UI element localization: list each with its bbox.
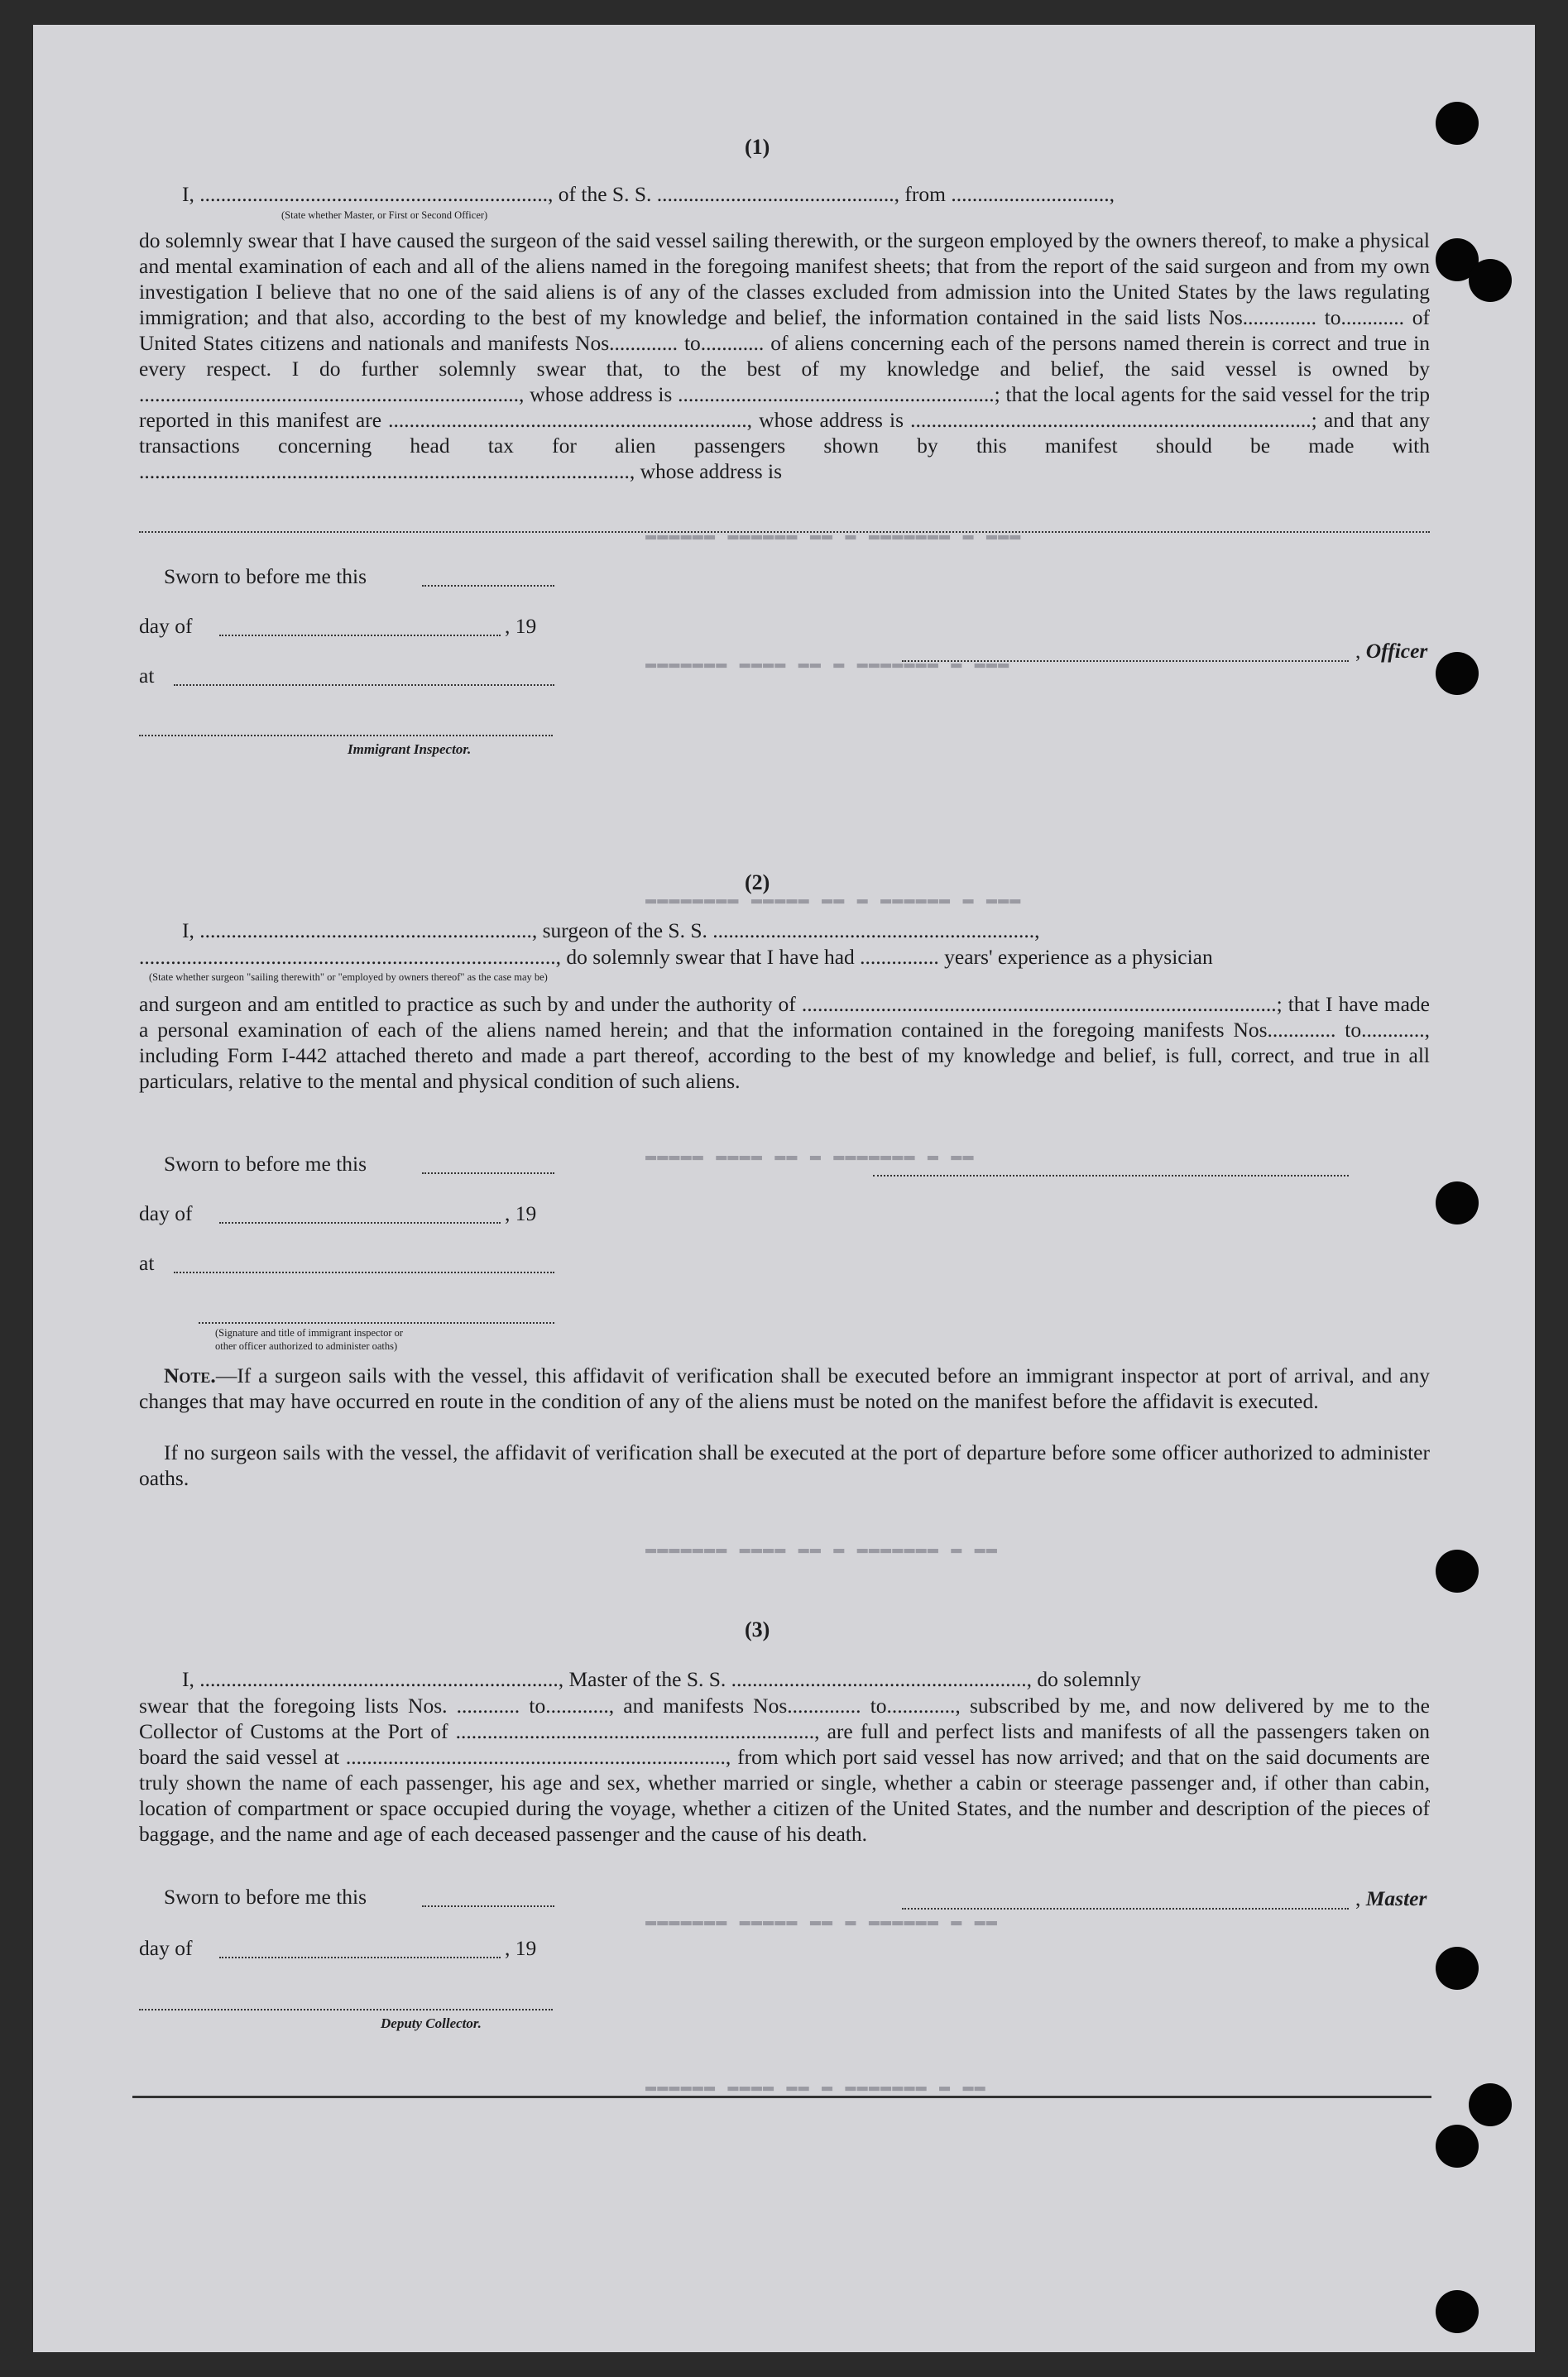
section-2-line-1: I, ..............................................................., surgeon of the S. S. ............................................................., [182,918,1040,942]
section-3-sworn-line [422,1905,554,1907]
punch-hole [1436,1947,1479,1990]
section-1-caption: (State whether Master, or First or Second Officer) [281,209,488,221]
section-1-year-text: 19 [515,614,537,638]
section-1-body: do solemnly swear that I have caused the surgeon of the said vessel sailing therewith, or the surgeon employed by the owners thereof, to make a physical and mental examination of each and all of the aliens named in the foregoing manifest sheets; that from the report of the said surgeon and from my own investigation I believe that no one of the said aliens is of any of the classes excluded from admission into the United States by the laws regulating immigration; and that also, according to the best of my knowledge and belief, the information contained in the said lists Nos.............. to............ of United States citizens and nationals and manifests Nos............. to............ of aliens concerning each of the persons named therein is correct and true in every respect. I do further solemnly swear that, to the best of my knowledge and belief, the said vessel is owned by ........................................................................, whose address is ............................................................; that the local agents for the said vessel for the trip reported in this manifest are ...................................................................., whose address is ............................................................................; and that any transactions concerning head tax for alien passengers shown by this manifest should be made with ............................................................................................., whose address is [139,228,1430,483]
section-3-collector-line [139,2009,553,2010]
section-3-line-1: I, ...................................................................., Master of the S. S. ........................................................, do solemnly [182,1667,1141,1691]
section-1-sworn-line [422,585,554,587]
section-2-caption: (State whether surgeon "sailing therewith" or "employed by owners thereof" as the case may be) [149,971,548,983]
section-2-day-of: day of [139,1201,193,1225]
section-2-number: (2) [745,870,770,894]
punch-hole [1469,2083,1512,2126]
section-3-master-text: Master [1365,1886,1427,1910]
punch-hole [1436,2290,1479,2333]
note-paragraph-2 [139,1440,1430,1491]
punch-hole [1469,259,1512,302]
section-2-sworn: Sworn to before me this [164,1152,367,1176]
section-1-year: , 19 [505,614,537,638]
section-1-sworn: Sworn to before me this [164,564,367,588]
punch-hole [1436,1181,1479,1224]
punch-hole [1436,1550,1479,1593]
section-3-number: (3) [745,1617,770,1641]
section-1-opening-line: I, .................................................................., of the S. S. ............................................., from .............................., [182,182,1115,206]
note-text-1: —If a surgeon sails with the vessel, this affidavit of verification shall be executed before an immigrant inspector at port of arrival, and any changes that may have occurred en route in the condition of any of the aliens must be noted on the manifest before the affidavit is executed. [139,1363,1430,1413]
punch-hole [1436,102,1479,145]
section-2-at: at [139,1251,155,1275]
section-2-sig-caption-1: (Signature and title of immigrant inspector or [215,1327,404,1339]
section-1-officer-line [902,660,1349,662]
note-paragraph-1 [139,1363,1430,1414]
section-1-inspector-line [139,735,553,736]
section-2-sworn-line [422,1172,554,1174]
section-1-officer-text: Officer [1365,639,1428,663]
section-2-sig-line [199,1322,554,1324]
section-1-number: (1) [745,135,770,159]
section-2-day-line [219,1222,501,1224]
section-1-day-line [219,635,501,636]
punch-hole [1436,652,1479,695]
section-3-year: , 19 [505,1936,537,1960]
section-1-at: at [139,664,155,688]
section-2-year-text: 19 [515,1201,537,1225]
bottom-rule [132,2096,1431,2098]
section-3-collector-caption: Deputy Collector. [381,2015,482,2031]
section-2-body: and surgeon and am entitled to practice as such by and under the authority of ..........................................................................................; that I have made a personal examination of each of the aliens named herein; and that the information contained in the foregoing manifests Nos............. to............, including Form I-442 attached thereto and made a part thereof, according to the best of my knowledge and belief, is full, correct, and true in all particulars, relative to the mental and physical condition of such aliens. [139,992,1430,1093]
section-3-day-line [219,1957,501,1958]
section-1-day-of: day of [139,614,193,638]
section-3-master-line [902,1908,1349,1910]
section-1-officer: , Officer [1355,639,1428,663]
section-3-sworn: Sworn to before me this [164,1885,367,1909]
section-2-signature-line [873,1175,1349,1177]
note-text-2: If no surgeon sails with the vessel, the affidavit of verification shall be executed at the port of departure before some officer authorized to administer oaths. [139,1440,1430,1490]
section-2-at-line [174,1272,554,1273]
section-3-year-text: 19 [515,1936,537,1960]
section-1-inspector-caption: Immigrant Inspector. [348,741,472,757]
punch-hole [1436,2125,1479,2168]
manifest-page: ▬▬▬▬▬▬ ▬▬▬▬▬▬ ▬▬ ▬ ▬▬▬▬▬▬▬ ▬ ▬▬▬ ▬▬▬▬▬▬▬ ▬▬▬▬ ▬▬ ▬ ▬▬▬▬▬▬▬ ▬ ▬▬▬ ▬▬▬▬▬▬▬▬ ▬▬▬▬▬ ▬▬ ▬ ▬▬▬▬▬▬ ▬ ▬▬▬ ▬▬▬▬▬ ▬▬▬▬ ▬▬ ▬ ▬▬▬▬▬▬▬ ▬ ▬▬ ▬▬▬▬▬▬▬ ▬▬▬▬ ▬▬ ▬ ▬▬▬▬▬▬▬ ▬ ▬▬ ▬▬▬▬▬▬▬ ▬▬▬▬▬ ▬▬ ▬ ▬▬▬▬▬▬ ▬ ▬▬ ▬▬▬▬▬▬ ▬▬▬▬ ▬▬ ▬ ▬▬▬▬▬▬▬ ▬ ▬▬ (1) I, .................................................................., of the S. S. ............................................., from .............................., (State whether Master, or First or Second Officer) do solemnly swear that I have caused the surgeon of the said vessel sailing therewith, or the surgeon employed by the owners thereof, to make a physical and mental examination of each and all of the aliens named in the foregoing manifest sheets; that from the report of the said surgeon and from my own investigation I believe that no one of the said aliens is of any of the classes excluded from admission into the United States by the laws regulating immigration; and that also, according to the best of my knowledge and belief, the information contained in the said lists Nos.............. to............ of United States citizens and nationals and manifests Nos............. to............ of aliens concerning each of the persons named therein is correct and true in every respect. I do further solemnly swear that, to the best of my knowledge and belief, the said vessel is owned by ........................................................................, whose address is ............................................................; that the local agents for the said vessel for the trip reported in this manifest are ...................................................................., whose address is ............................................................................; and that any transactions concerning head tax for alien passengers shown by this manifest should be made with ............................................................................................., whose address is Sworn to before me this day of , 19 , Officer at Immigrant Inspector. (2) I, ..............................................................., surgeon of the S. S. ............................................................., ..............................................................................., do solemnly swear that I have had ............... years' experience as a physician (State whether surgeon "sailing therewith" or "employed by owners thereof" as the case may be) and surgeon and am entitled to practice as such by and under the authority of ..........................................................................................; that I have made a personal examination of each of the aliens named herein; and that the information contained in the foregoing manifests Nos............. to............, including Form I-442 attached thereto and made a part thereof, according to the best of my knowledge and belief, is full, correct, and true in all particulars, relative to the mental and physical condition of such aliens. Sworn to before me this day of , 19 at (Signature and title of immigrant inspector or other officer authorized to administer oaths) Note.—If a surgeon sails with the vessel, this affidavit of verification shall be executed before an immigrant inspector at port of arrival, and any changes that may have occurred en route in the condition of any of the aliens must be noted on the manifest before the affidavit is executed. If no surgeon sails with the vessel, the affidavit of verification shall be executed at the port of departure before some officer authorized to administer oaths. (3) I, ...................................................................., Master of the S. S. ........................................................, do solemnly swear that the foregoing lists Nos. ............ to............, and manifests Nos.............. to............., subscribed by me, and now delivered by me to the Collector of Customs at the Port of ...................................................................., are full and perfect lists and manifests of all the passengers taken on board the said vessel at ........................................................................, from which port said vessel has now arrived; and that on the said documents are truly shown the name of each passenger, his age and sex, whether married or single, whether a cabin or steerage passenger and, if other than cabin, location of compartment or space occupied during the voyage, whether a citizen of the United States, and the number and description of the pieces of baggage, and the name and age of each deceased passenger and the cause of his death. Sworn to before me this , Master day of , 19 Deputy Collector. [33,25,1535,2352]
section-2-sig-caption-2: other officer authorized to administer oaths) [215,1340,398,1352]
section-2-line-2: ..............................................................................., do solemnly swear that I have had ............... years' experience as a physician [139,945,1213,969]
section-1-address-line [139,531,1430,533]
section-3-master: , Master [1355,1886,1427,1910]
note-label: Note. [164,1363,216,1387]
section-3-body: swear that the foregoing lists Nos. ............ to............, and manifests Nos.............. to............., subscribed by me, and now delivered by me to the Collector of Customs at the Port of ...................................................................., are full and perfect lists and manifests of all the passengers taken on board the said vessel at ........................................................................, from which port said vessel has now arrived; and that on the said documents are truly shown the name of each passenger, his age and sex, whether married or single, whether a cabin or steerage passenger and, if other than cabin, location of compartment or space occupied during the voyage, whether a citizen of the United States, and the number and description of the pieces of baggage, and the name and age of each deceased passenger and the cause of his death. [139,1694,1430,1846]
section-1-at-line [174,684,554,686]
section-2-year: , 19 [505,1201,537,1225]
section-3-day-of: day of [139,1936,193,1960]
